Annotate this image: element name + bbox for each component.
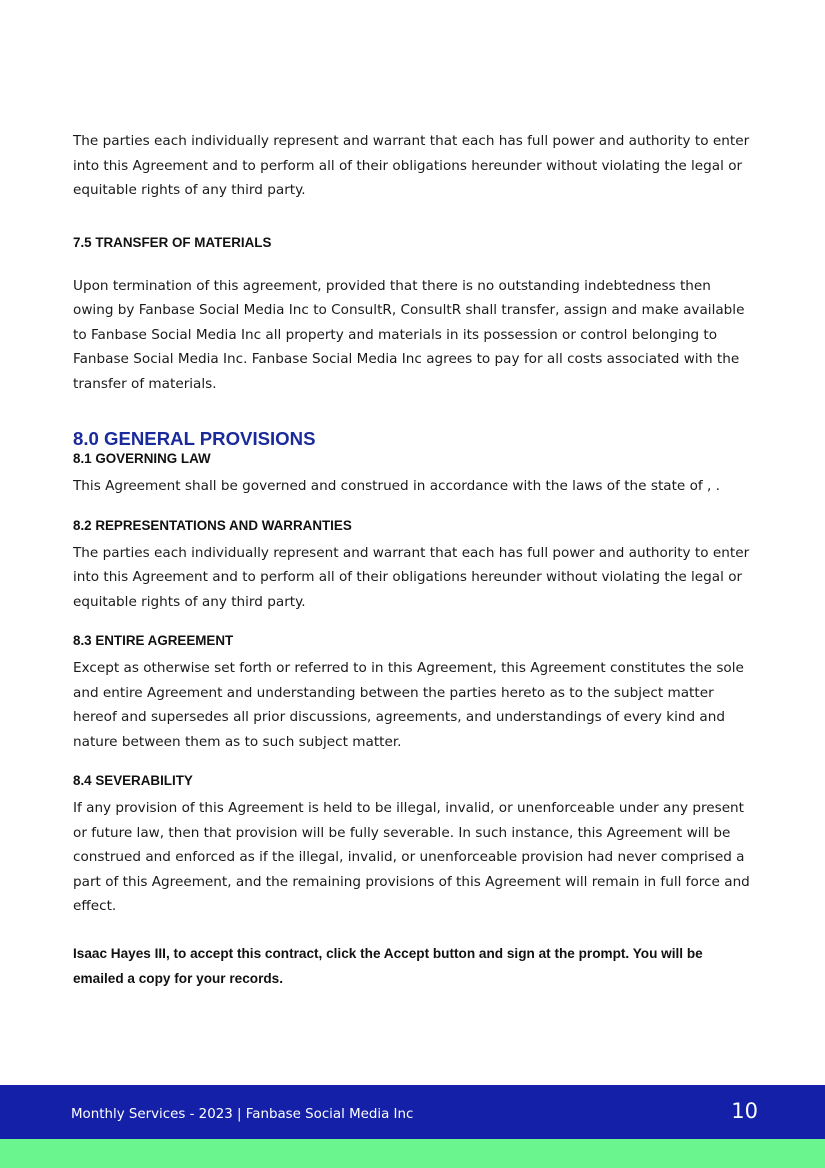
paragraph-8-1: This Agreement shall be governed and construed in accordance with the laws of the state of , . [73, 478, 721, 494]
document-body [73, 129, 753, 991]
heading-7-5: 7.5 TRANSFER OF MATERIALS [73, 234, 272, 250]
paragraph-8-4: If any provision of this Agreement is held to be illegal, invalid, or unenforceable under any present or future law, then that provision will be fully severable. In such instance, this Agreement will be construed and enforced as if the illegal, invalid, or unenforceable provision had never comprised a part of this Agreement, and the remaining provisions of this Agreement will remain in full force and effect. [73, 800, 750, 914]
footer-label: Monthly Services - 2023 | Fanbase Social Media Inc [71, 1107, 414, 1122]
heading-8-2: 8.2 REPRESENTATIONS AND WARRANTIES [73, 517, 352, 533]
heading-8-1: 8.1 GOVERNING LAW [73, 451, 211, 466]
paragraph-7-5: Upon termination of this agreement, provided that there is no outstanding indebtedness then owing by Fanbase Social Media Inc to ConsultR, ConsultR shall transfer, assign and make available to Fanbase Social Media Inc all property and materials in its possession or control belonging to Fanbase Social Media Inc. Fanbase Social Media Inc agrees to pay for all costs associated with the transfer of materials. [73, 277, 745, 392]
heading-8-3: 8.3 ENTIRE AGREEMENT [73, 633, 234, 648]
acceptance-note: Isaac Hayes III, to accept this contract, click the Accept button and sign at the prompt. You will be emailed a copy for your records. [73, 945, 703, 986]
intro-paragraph: The parties each individually represent and warrant that each has full power and authority to enter into this Agreement and to perform all of their obligations hereunder without violating the legal or equitable rights of any third party. [73, 133, 750, 198]
heading-8-4: 8.4 SEVERABILITY [73, 773, 193, 788]
heading-8-0: 8.0 GENERAL PROVISIONS [73, 428, 316, 449]
footer-accent-band [0, 1139, 825, 1168]
paragraph-8-2: The parties each individually represent and warrant that each has full power and authority to enter into this Agreement and to perform all of their obligations hereunder without violating the legal or equitable rights of any third party. [73, 544, 750, 610]
paragraph-8-3: Except as otherwise set forth or referred to in this Agreement, this Agreement constitutes the sole and entire Agreement and understanding between the parties hereto as to the subject matter hereof and supersedes all prior discussions, agreements, and understandings of every kind and nature between them as to such subject matter. [73, 660, 744, 750]
page-number: 10 [731, 1099, 758, 1123]
